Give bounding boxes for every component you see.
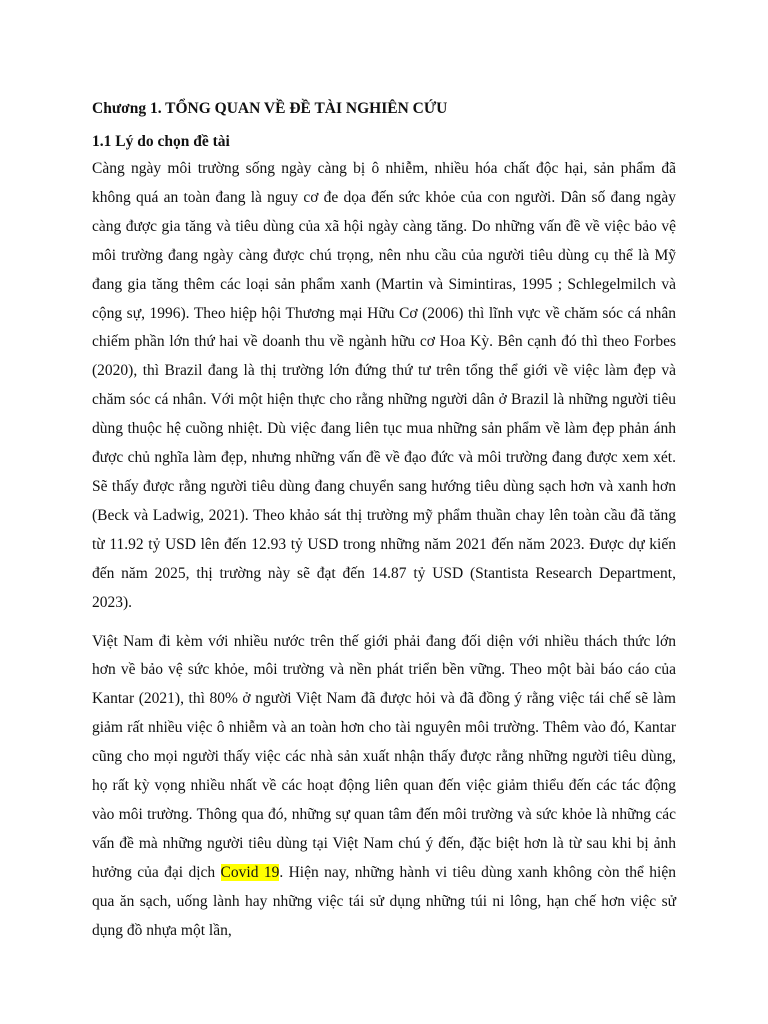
document-page bbox=[92, 98, 676, 945]
section-title: 1.1 Lý do chọn đề tài bbox=[92, 133, 230, 150]
paragraph-1: Càng ngày môi trường sống ngày càng bị ô nhiễm, nhiều hóa chất độc hại, sản phẩm đã không quá an toàn đang là nguy cơ đe dọa đến sức khỏe của con người. Dân số đang ngày càng được gia tăng và tiêu dùng của xã hội ngày càng tăng. Do những vấn đề về việc bảo vệ môi trường đang ngày càng được chú trọng, nên nhu cầu của người tiêu dùng cụ thể là Mỹ đang gia tăng thêm các loại sản phẩm xanh (Martin và Simintiras, 1995 ; Schlegelmilch và cộng sự, 1996). Theo hiệp hội Thương mại Hữu Cơ (2006) thì lĩnh vực về chăm sóc cá nhân chiếm phần lớn thứ hai về doanh thu về ngành hữu cơ Hoa Kỳ. Bên cạnh đó thì theo Forbes (2020), thì Brazil đang là thị trường lớn đứng thứ tư trên tổng thể giới về việc làm đẹp và chăm sóc cá nhân. Với một hiện thực cho rằng những người dân ở Brazil là những người tiêu dùng thuộc hệ cuồng nhiệt. Dù việc đang liên tục mua những sản phẩm về làm đẹp phản ánh được chủ nghĩa làm đẹp, nhưng những vấn đề về đạo đức và môi trường đang được xem xét. Sẽ thấy được rằng người tiêu dùng đang chuyển sang hướng tiêu dùng sạch hơn và xanh hơn (Beck và Ladwig, 2021). Theo khảo sát thị trường mỹ phẩm thuần chay lên toàn cầu đã tăng từ 11.92 tỷ USD lên đến 12.93 tỷ USD trong những năm 2021 đến năm 2023. Được dự kiến đến năm 2025, thị trường này sẽ đạt đến 14.87 tỷ USD (Stantista Research Department, 2023). bbox=[92, 160, 676, 611]
highlighted-text: Covid 19 bbox=[220, 863, 280, 881]
chapter-title: Chương 1. TỔNG QUAN VỀ ĐỀ TÀI NGHIÊN CỨU bbox=[92, 100, 448, 117]
paragraph-2-text-after: . Hiện nay, những hành vi tiêu dùng xanh không còn thể hiện qua ăn sạch, uống lành hay những việc tái sử dụng những túi ni lông, hạn chế hơn việc sử dụng đồ nhựa một lần, bbox=[92, 863, 676, 939]
paragraph-2 bbox=[92, 628, 676, 946]
paragraph-2-text-before: Việt Nam đi kèm với nhiều nước trên thế giới phải đang đối diện với nhiều thách thức lớn hơn về bảo vệ sức khỏe, môi trường và nền phát triển bền vững. Theo một bài báo cáo của Kantar (2021), thì 80% ở người Việt Nam đã được hỏi và đã đồng ý rằng việc tái chế sẽ làm giảm rất nhiều việc ô nhiễm và an toàn hơn cho tài nguyên môi trường. Thêm vào đó, Kantar cũng cho mọi người thấy việc các nhà sản xuất nhận thấy được rằng những người tiêu dùng, họ rất kỳ vọng nhiều nhất về các hoạt động liên quan đến việc giảm thiểu đến các tác động vào môi trường. Thông qua đó, những sự quan tâm đến môi trường và sức khỏe là những các vấn đề mà những người tiêu dùng tại Việt Nam chú ý đến, đặc biệt hơn là từ sau khi bị ảnh hưởng của đại dịch bbox=[92, 632, 676, 881]
